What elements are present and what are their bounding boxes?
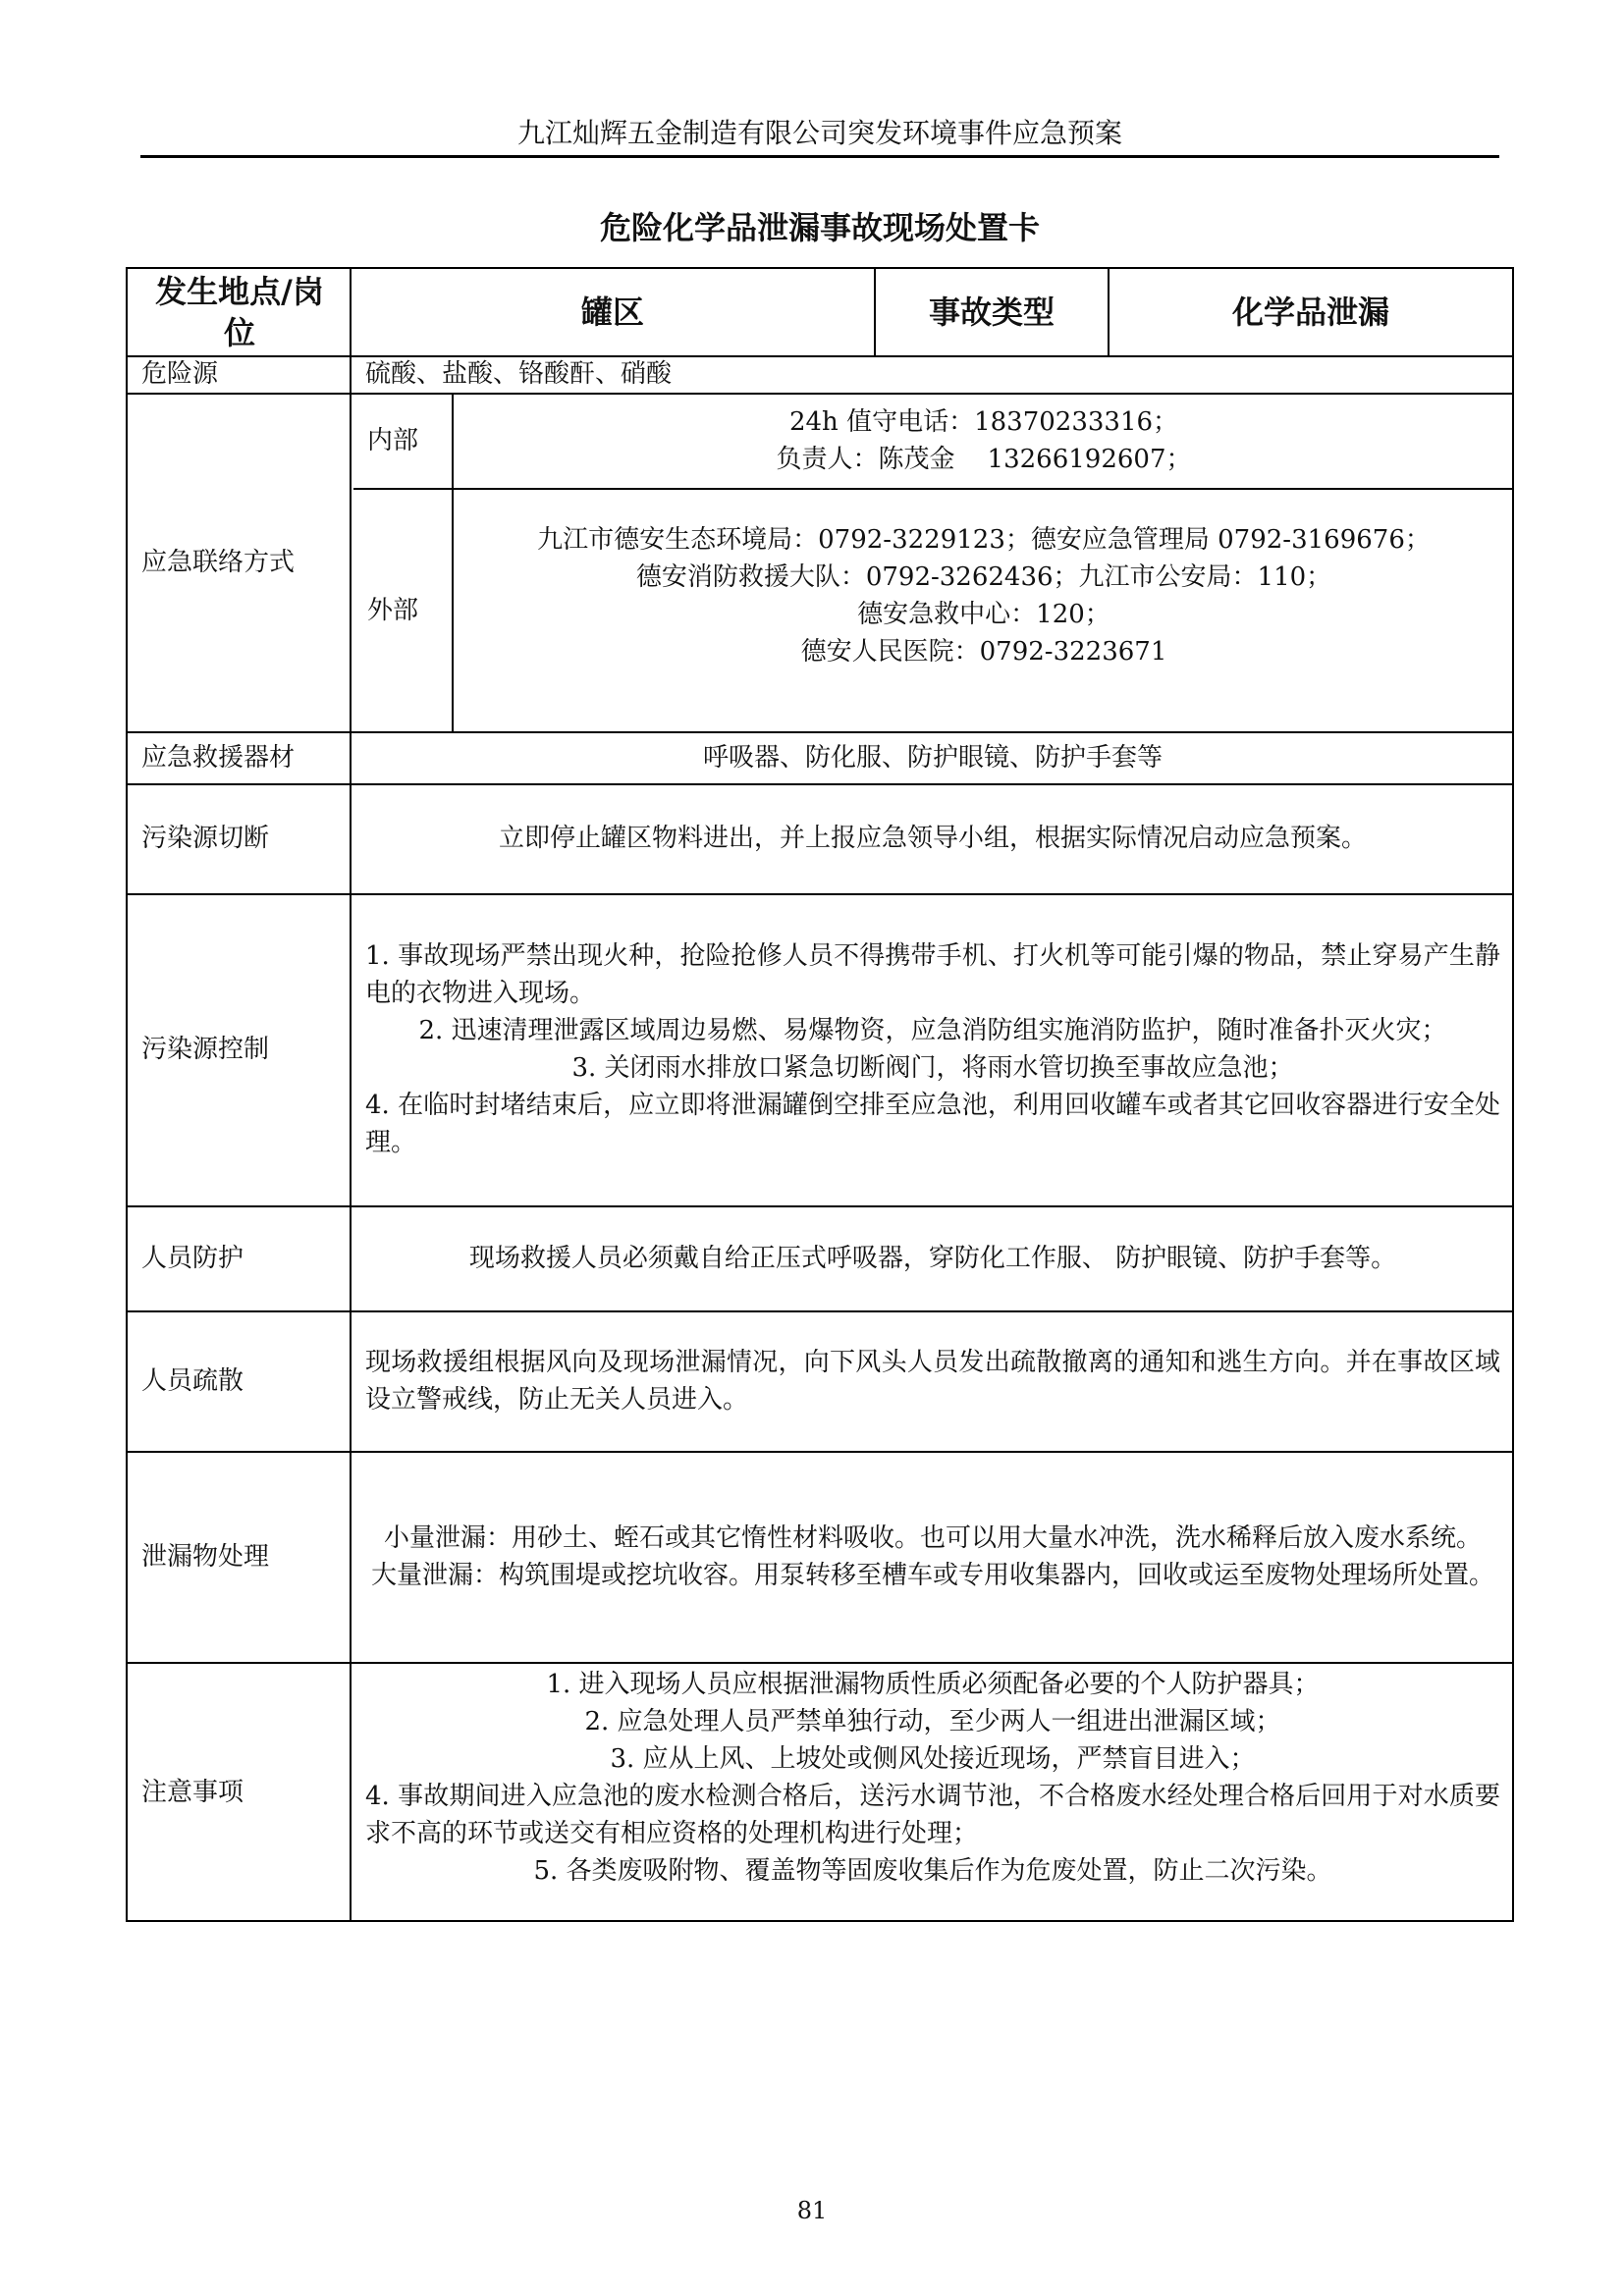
source-cutoff-text: 立即停止罐区物料进出，并上报应急领导小组，根据实际情况启动应急预案。: [498, 824, 1367, 853]
location-value-cell: [352, 269, 874, 355]
emergency-contacts-label: 应急联络方式: [141, 547, 296, 577]
precaution-item: 1. 进入现场人员应根据泄漏物质性质必须配备必要的个人防护器具；: [546, 1670, 1320, 1699]
hazard-source-label: 危险源: [141, 359, 219, 389]
personnel-protection-value: [352, 1205, 1512, 1310]
internal-contacts-list: [454, 393, 1512, 488]
evacuation-label: 人员疏散: [141, 1365, 244, 1396]
external-contact-line: 德安急救中心：120；: [857, 600, 1110, 629]
leak-handling-list: [352, 1451, 1512, 1662]
location-label-line-1: 发生地点/岗: [155, 273, 324, 310]
precautions-list: [352, 1662, 1512, 1922]
internal-contact-line: 负责人：陈茂金 13266192607；: [776, 444, 1192, 474]
precautions-label: 注意事项: [141, 1777, 244, 1807]
header-rule: [140, 155, 1499, 158]
source-control-item: 4. 在临时封堵结束后，应立即将泄漏罐倒空排至应急池，利用回收罐车或者其它回收容器进行安全处理。: [365, 1091, 1500, 1157]
leak-handling-item: 小量泄漏：用砂土、蛭石或其它惰性材料吸收。也可以用大量水冲洗，洗水稀释后放入废水系统。: [383, 1522, 1482, 1553]
external-contact-line: 德安人民医院：0792-3223671: [800, 637, 1167, 667]
external-contacts-list: [454, 490, 1512, 731]
accident-type-value: 化学品泄漏: [1231, 294, 1389, 331]
location-label-line-2: 位: [223, 314, 255, 351]
personnel-protection-label: 人员防护: [141, 1243, 244, 1273]
evacuation-text: 现场救援组根据风向及现场泄漏情况，向下风头人员发出疏散撤离的通知和逃生方向。并在事故区域设立警戒线，防止无关人员进入。: [365, 1347, 1500, 1415]
source-cutoff-value: [352, 783, 1512, 893]
external-contacts-label: 外部: [367, 596, 419, 625]
internal-contacts-label: 内部: [367, 425, 419, 455]
personnel-protection-text: 现场救援人员必须戴自给正压式呼吸器，穿防化工作服、 防护眼镜、防护手套等。: [468, 1243, 1397, 1273]
leak-handling-label: 泄漏物处理: [141, 1541, 270, 1572]
card-title: 危险化学品泄漏事故现场处置卡: [599, 209, 1040, 246]
source-control-label: 污染源控制: [141, 1035, 270, 1064]
precaution-item: 5. 各类废吸附物、覆盖物等固废收集后作为危废处置，防止二次污染。: [533, 1856, 1332, 1886]
internal-contact-line: 24h 值守电话：18370233316；: [788, 406, 1179, 437]
source-cutoff-label: 污染源切断: [141, 824, 270, 853]
disposal-card-table: [126, 267, 1514, 1922]
external-contact-line: 德安消防救援大队：0792-3262436；九江市公安局：110；: [635, 562, 1332, 592]
location-value: 罐区: [580, 294, 644, 331]
precaution-item: 2. 应急处理人员严禁单独行动，至少两人一组进出泄漏区域；: [584, 1707, 1281, 1736]
accident-type-label: 事故类型: [928, 294, 1055, 331]
source-control-item: 1. 事故现场严禁出现火种，抢险抢修人员不得携带手机、打火机等可能引爆的物品，禁止穿易产生静电的衣物进入现场。: [365, 941, 1500, 1008]
hazard-source-value: 硫酸、盐酸、铬酸酐、硝酸: [365, 359, 673, 389]
leak-handling-item: 大量泄漏：构筑围堤或挖坑收容。用泵转移至槽车或专用收集器内，回收或运至废物处理场所处置。: [370, 1560, 1494, 1590]
source-control-item: 2. 迅速清理泄露区域周边易燃、易爆物资，应急消防组实施消防监护，随时准备扑灭火灾；: [418, 1016, 1447, 1045]
rescue-equipment-label: 应急救援器材: [141, 742, 296, 773]
external-contact-line: 九江市德安生态环境局：0792-3229123；德安应急管理局 0792-3169676；: [537, 525, 1431, 555]
rescue-equipment-value: [352, 731, 1512, 783]
rescue-equipment-text: 呼吸器、防化服、防护眼镜、防护手套等: [702, 742, 1163, 773]
page-number: 81: [796, 2197, 828, 2224]
location-label-cell: [128, 269, 352, 355]
source-control-list: [352, 893, 1512, 1205]
precaution-item: 3. 应从上风、上坡处或侧风处接近现场，严禁盲目进入；: [610, 1744, 1256, 1774]
evacuation-value: [352, 1310, 1512, 1451]
accident-type-label-cell: [876, 269, 1108, 355]
source-control-item: 3. 关闭雨水排放口紧急切断阀门，将雨水管切换至事故应急池；: [571, 1053, 1294, 1083]
running-header: 九江灿辉五金制造有限公司突发环境事件应急预案: [516, 117, 1122, 149]
accident-type-value-cell: [1110, 269, 1512, 355]
precaution-item: 4. 事故期间进入应急池的废水检测合格后，送污水调节池，不合格废水经处理合格后回用于对水质要求不高的环节或送交有相应资格的处理机构进行处理；: [365, 1782, 1500, 1848]
